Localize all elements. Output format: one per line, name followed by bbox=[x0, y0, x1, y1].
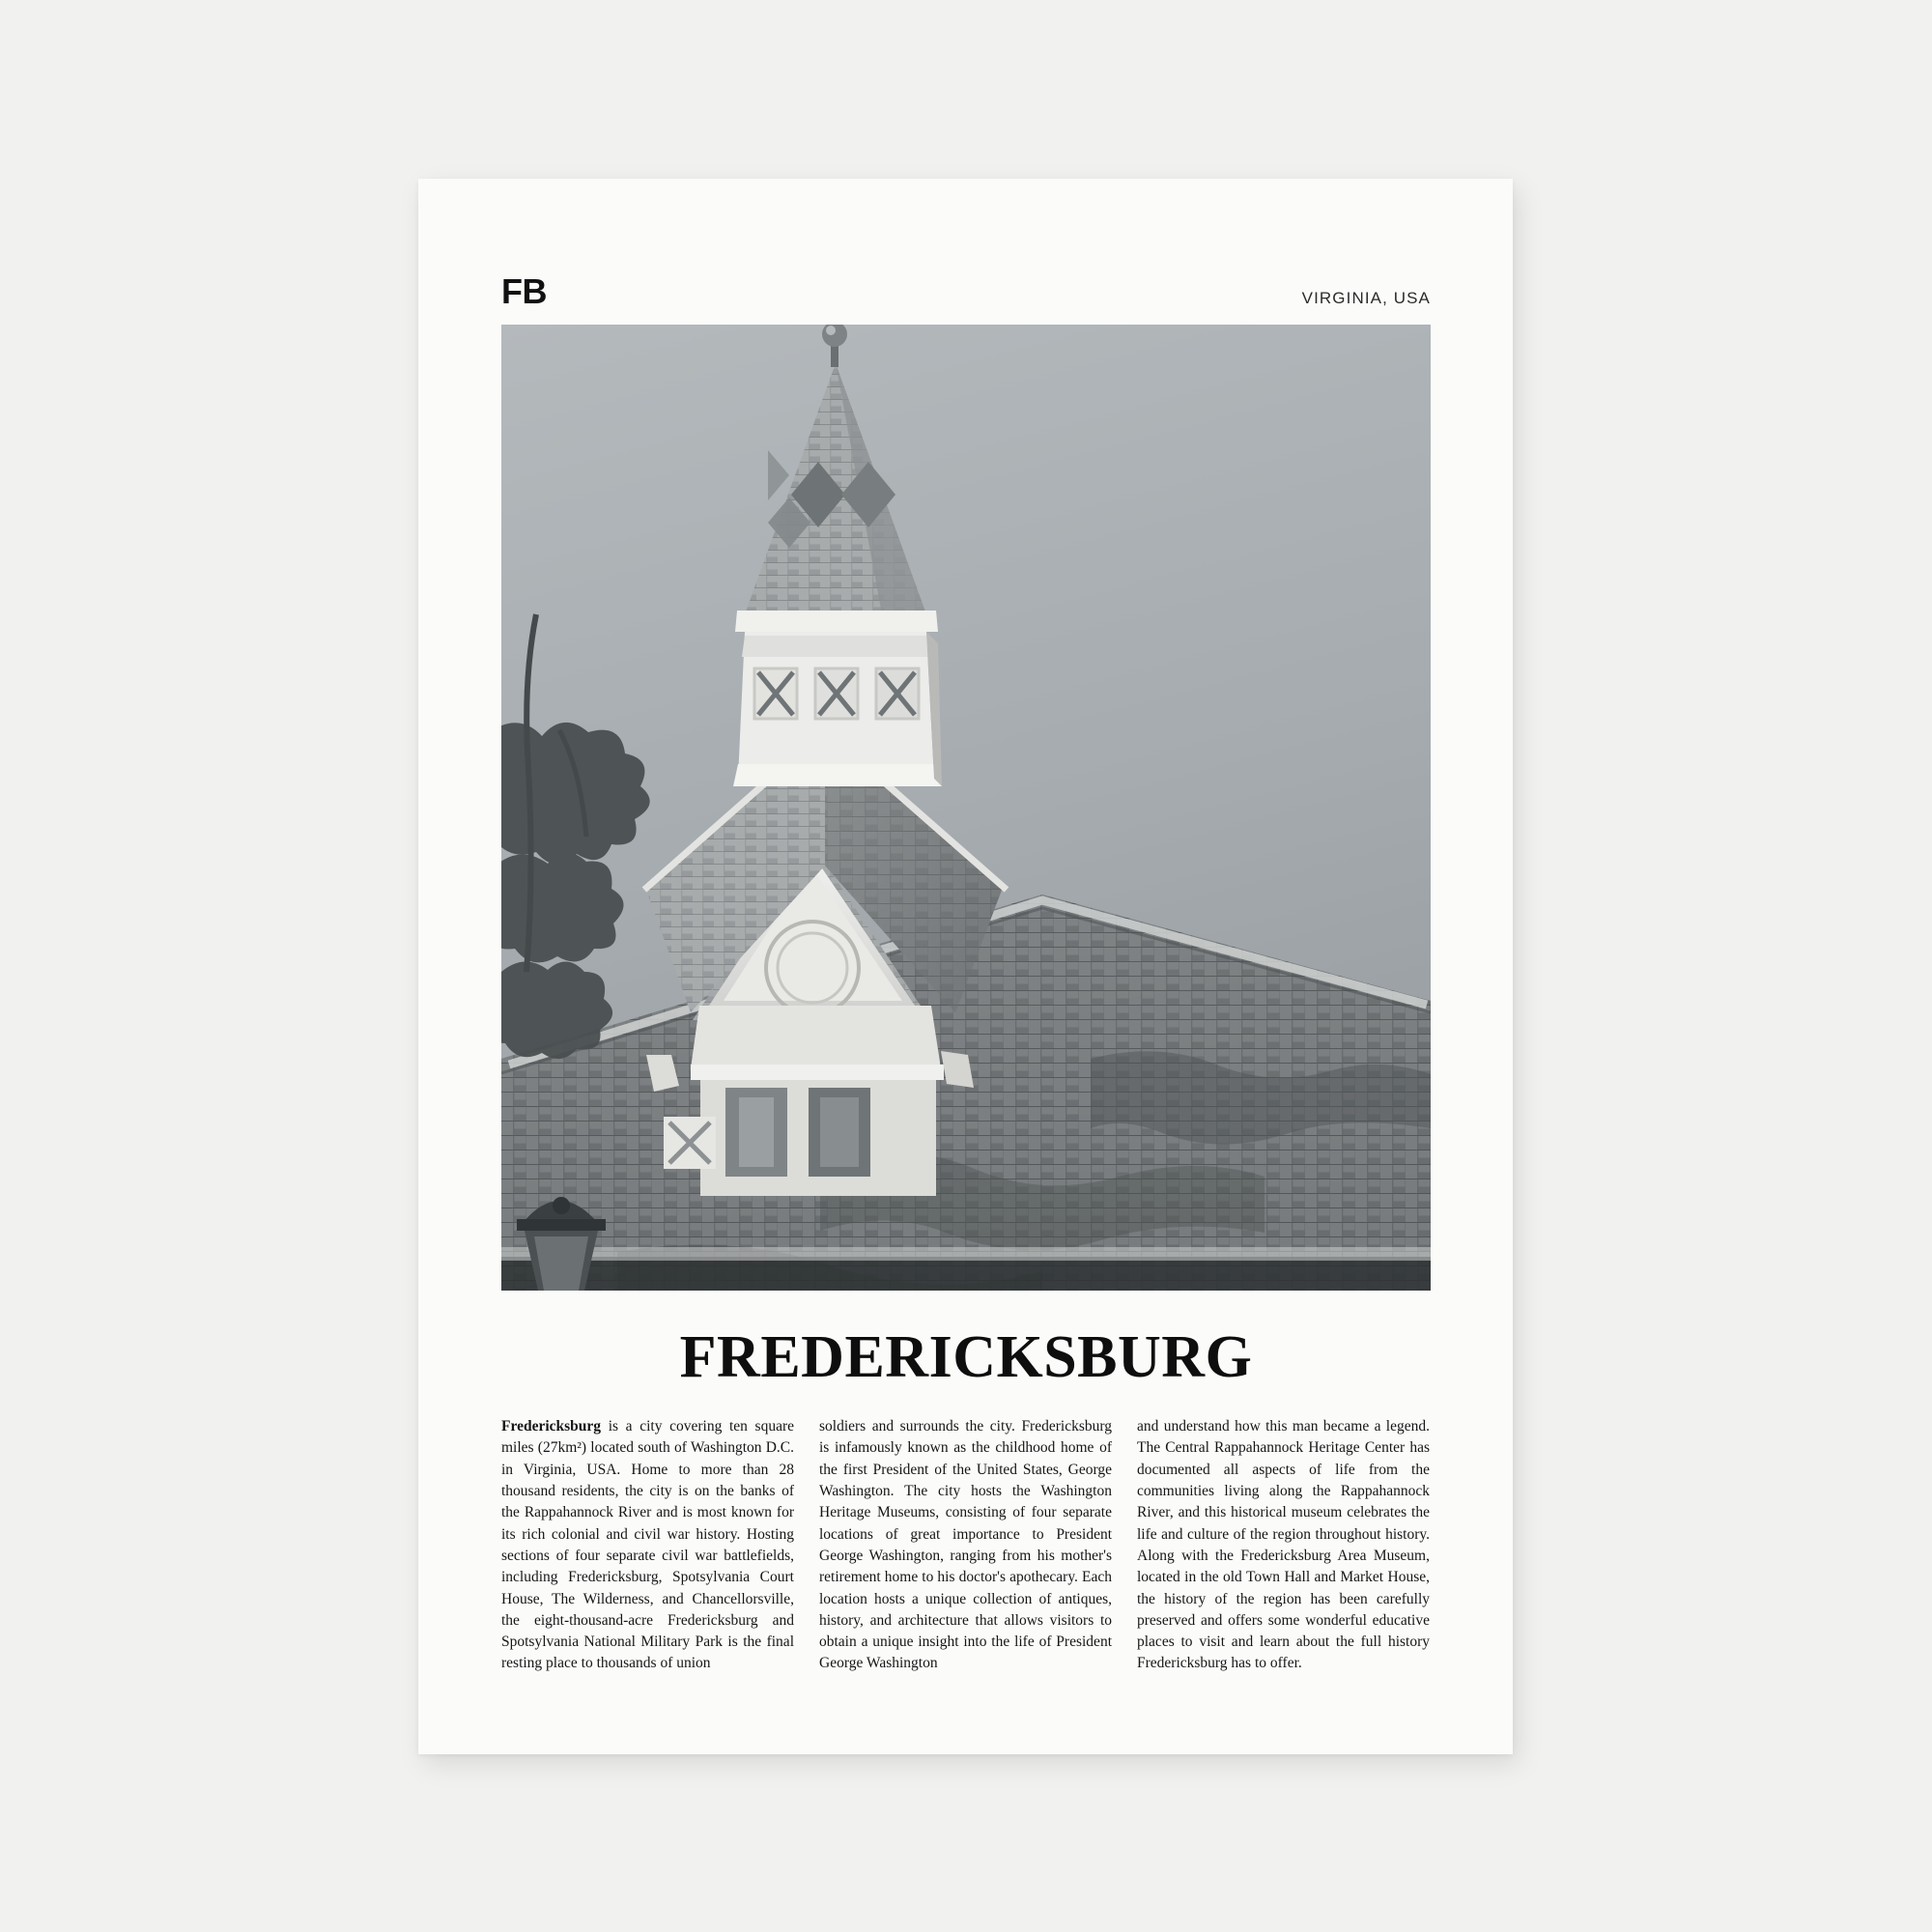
page-title: FREDERICKSBURG bbox=[679, 1324, 1253, 1390]
body-column-1-text: is a city covering ten square miles (27km²) located south of Washington D.C. in Virginia, USA. Home to more than 28 thousand residents, the city is on the banks of the Rappahannock River and is most known for its rich colonial and civil war history. Hosting sections of four separate civil war battlefields, including Fredericksburg, Spotsylvania Court House, The Wilderness, and Chancellorsville, the eight-thousand-acre Fredericksburg and Spotsylvania National Military Park is the final resting place to thousands of union bbox=[501, 1418, 794, 1672]
body-columns bbox=[501, 1416, 1431, 1675]
body-column-1 bbox=[501, 1416, 794, 1675]
poster-header bbox=[501, 269, 1431, 309]
poster-content bbox=[501, 269, 1431, 1672]
body-column-2: soldiers and surrounds the city. Fredericksburg is infamously known as the childhood home of the first President of the United States, George Washington. The city hosts the Washington Heritage Museums, consisting of four separate locations of great importance to President George Washington, ranging from his mother's retirement home to his doctor's apothecary. Each location hosts a unique collection of antiques, history, and architecture that allows visitors to obtain a unique insight into the life of President George Washington bbox=[819, 1418, 1112, 1672]
photo-illustration bbox=[501, 325, 1431, 1291]
fredericksburg-town-hall-cupola-photo bbox=[501, 325, 1431, 1291]
body-column-3: and understand how this man became a legend. The Central Rappahannock Heritage Center has documented all aspects of life from the communities living along the Rappahannock River, and this historical museum celebrates the life and culture of the region throughout history. Along with the Fredericksburg Area Museum, located in the old Town Hall and Market House, the history of the region has been carefully preserved and offers some wonderful educative places to visit and learn about the full history Fredericksburg has to offer. bbox=[1137, 1418, 1430, 1672]
location-label: VIRGINIA, USA bbox=[1301, 289, 1431, 307]
brand-monogram: FB bbox=[501, 271, 547, 311]
poster-sheet bbox=[418, 179, 1513, 1754]
body-lead-word: Fredericksburg bbox=[501, 1418, 602, 1435]
